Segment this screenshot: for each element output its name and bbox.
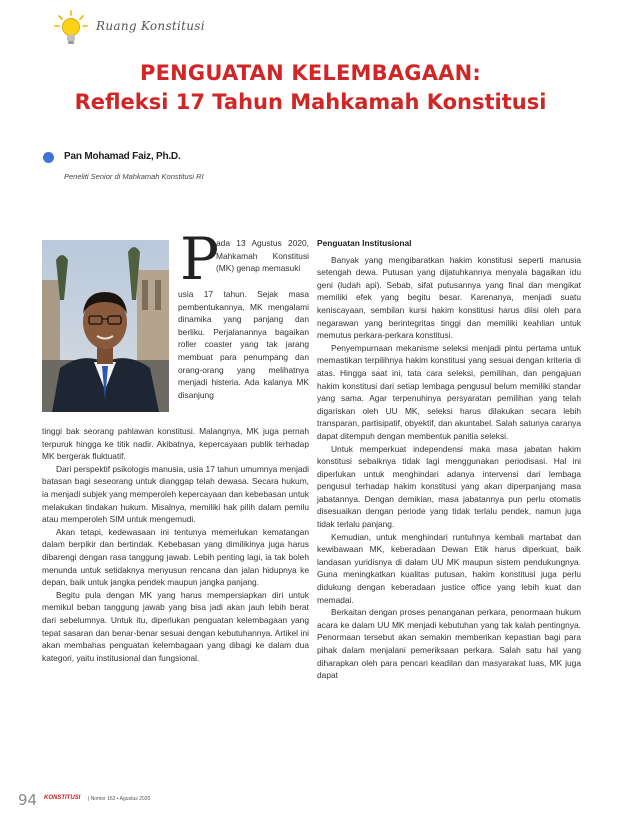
- magazine-name: KONSTITUSI: [44, 795, 81, 801]
- intro-continued: usia 17 tahun. Sejak masa pembentukannya, MK mengalami dinamika yang panjang dan berliku. Perjalanannya bagaikan roller coaster yang tak jarang membuat para penumpang dan orang-orang yang melihatnya menjadi histeria. Ada kalanya MK disanjung: [178, 289, 309, 400]
- paragraph: Dari perspektif psikologis manusia, usia 17 tahun umumnya menjadi batasan bagi seseorang untuk dianggap telah dewasa. Secara hukum, ia menjadi subjek yang memperoleh kepercayaan dan kebebasan untuk melakukan tindakan hukum. Misalnya, memiliki hak pilih dalam pemilu atau memperoleh SIM untuk mengemudi.: [42, 463, 309, 525]
- author-role: Peneliti Senior di Mahkamah Konstitusi RI: [64, 172, 204, 181]
- section-heading: Penguatan Institusional: [317, 238, 412, 248]
- left-column: [42, 425, 309, 664]
- paragraph: Begitu pula dengan MK yang harus mempersiapkan diri untuk memikul beban tanggung jawab yang bisa jadi akan jauh lebih berat dari sebelumnya. Untuk itu, diperlukan penguatan kelembagaan yang tepat sasaran dan benar-benar sesuai dengan kebutuhannya. Artikel ini akan membahas penguatan kelembagaan yang dibagi ke dalam dua kategori, yaitu institusional dan fungsional.: [42, 589, 309, 663]
- lightbulb-icon: [54, 10, 88, 48]
- author-photo: [42, 240, 169, 412]
- paragraph: Banyak yang mengibaratkan hakim konstitusi seperti manusia setengah dewa. Putusan yang dijatuhkannya menyala bagaikan idu geni (ludah api). Sebab, sifat putusannya yang final dan mengikat memiliki efek yang begitu besar. Karenanya, menjadi suatu keniscayaan, sembilan kursi hakim konstitusi harus diisi oleh para negarawan yang berintegritas tinggi dan memiliki keahlian untuk memutus perkara-perkara konstitusi.: [317, 254, 581, 341]
- paragraph: tinggi bak seorang pahlawan konstitusi. Malangnya, MK juga pernah terpuruk hingga ke titik nadir. Akibatnya, kepercayaan publik terhadap MK bergerak fluktuatif.: [42, 426, 309, 462]
- article-title: PENGUATAN KELEMBAGAAN:: [139, 61, 482, 85]
- article-subtitle: Refleksi 17 Tahun Mahkamah Konstitusi: [74, 90, 547, 114]
- page-number: 94: [18, 791, 38, 809]
- paragraph: Berkaitan dengan proses penanganan perkara, penormaan hukum acara ke dalam UU MK menjadi kebutuhan yang tak kalah pentingnya. Penormaan tersebut akan semakin memberikan kepastian bagi para pihak dalam menjalani pemeriksaan perkara. Salah satu hal yang diharapkan oleh para pencari keadilan dan masyarakat luas, MK juga dapat: [317, 607, 581, 681]
- paragraph: Akan tetapi, kedewasaan ini tentunya memerlukan kematangan dalam berpikir dan bertindak. Kebebasan yang dimilikinya juga harus dibarengi dengan rasa tanggung jawab. Lebih penting lagi, ia tak boleh menunda untuk setidaknya menyusun rencana dan jalan hidupnya ke depan, baik untuk jangka pendek maupun jangka panjang.: [42, 526, 309, 588]
- intro-text-wrap: [178, 288, 309, 401]
- intro-text-top: [216, 237, 309, 275]
- paragraph: Penyempurnaan mekanisme seleksi menjadi pintu pertama untuk memastikan terpilihnya hakim konstitusi yang sesuai dengan kriteria di atas. Hingga saat ini, tata cara seleksi, pemilihan, dan pengajuan hakim konstitusi dari setiap lembaga pengusul belum memiliki standar yang sama. Agar terpenuhinya persyaratan pemilihan yang telah digariskan oleh UU MK, seleksi harus dilakukan secara lebih transparan, partisipatif, obyektif, dan akuntabel. Salah satunya caranya dapat ditempuh dengan membentuk panitia seleksi.: [317, 342, 581, 441]
- author-bullet: [43, 152, 54, 163]
- paragraph: Kemudian, untuk menghindari runtuhnya kembali martabat dan kewibawaan MK, keberadaan Dewan Etik harus diperkuat, baik landasan yuridisnya di dalam UU MK maupun sistem pendukungnya. Guna meningkatkan kualitas putusan, hakim konstitusi juga perlu didukung dengan keberadaan justice office yang lebih kuat dan memadai.: [317, 531, 581, 605]
- paragraph: Untuk memperkuat independensi maka masa jabatan hakim konstitusi sebaiknya tidak lagi menggunakan periodisasi. Hal ini diperlukan untuk menghindari adanya intervensi dari lembaga pengusul terhadap hakim konstitusi yang akan diperpanjang masa jabatannya. Dengan demikian, masa jabatannya pun perlu otomatis disesuaikan dengan periode yang tidak terlalu pendek, namun juga tidak terlalu panjang.: [317, 443, 581, 530]
- author-name: Pan Mohamad Faiz, Ph.D.: [64, 151, 181, 162]
- intro-line: ada 13 Agustus 2020, Mahkamah Konstitusi (MK) genap memasuki: [216, 238, 309, 274]
- drop-cap: P: [180, 225, 220, 293]
- issue-info: | Nomor 162 • Agustus 2020: [88, 796, 151, 802]
- section-label: Ruang Konstitusi: [96, 19, 205, 33]
- right-column: [317, 237, 581, 682]
